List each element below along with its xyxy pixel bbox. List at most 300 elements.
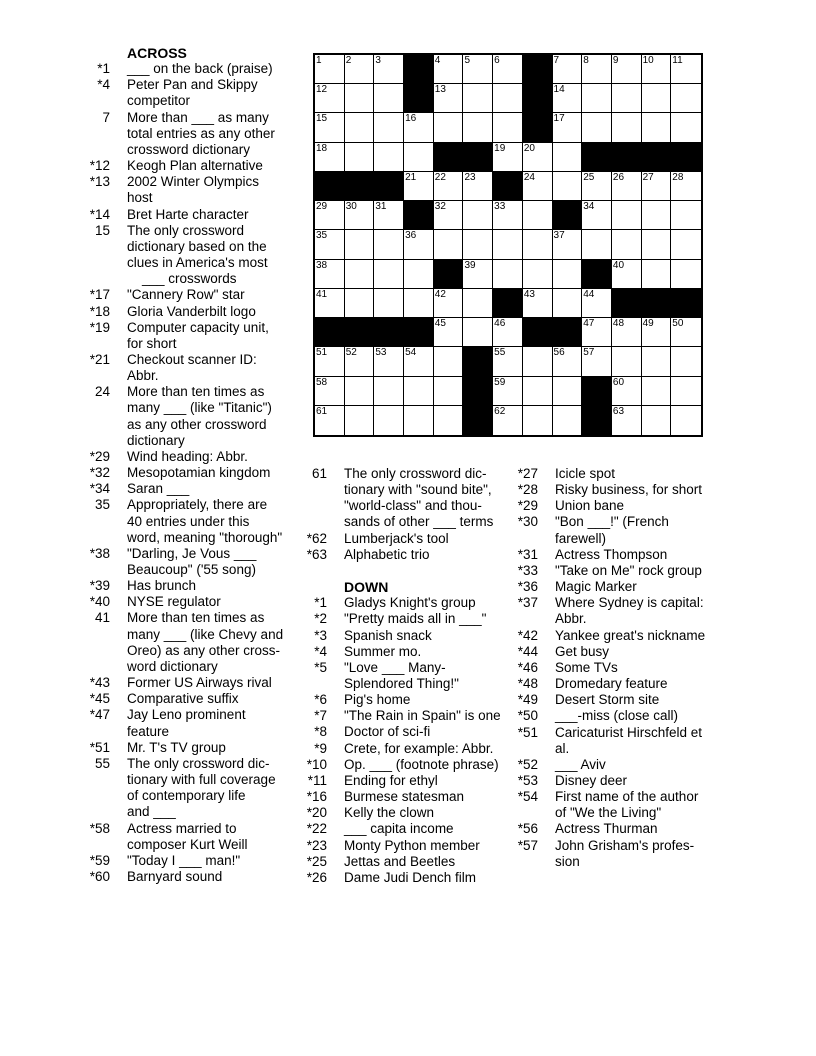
clue-number: *22: [306, 821, 327, 837]
clue-item: [508, 563, 752, 579]
clue-text: Disney deer: [555, 772, 628, 788]
grid-cell-number: 31: [375, 201, 387, 213]
clue-item: [72, 287, 310, 303]
clue-text: More than ___ as many total entries as any other crossword dictionary: [127, 109, 275, 157]
clue-item: [297, 854, 525, 870]
clue-text: Computer capacity unit, for short: [127, 319, 269, 351]
clue-number: *45: [89, 691, 110, 707]
grid-cell-number: 25: [583, 171, 595, 183]
grid-cell-number: 19: [494, 142, 506, 154]
grid-cell: [582, 55, 612, 84]
grid-cell-number: 51: [316, 347, 328, 359]
clue-text: Union bane: [555, 498, 625, 514]
clue-item: [72, 691, 310, 707]
across-clues-list: [72, 61, 310, 885]
grid-cell: [463, 318, 493, 347]
grid-cell-number: 1: [316, 55, 322, 66]
clue-text: "Love ___ Many- Splendored Thing!": [344, 659, 459, 692]
grid-cell-black: [523, 84, 553, 113]
grid-cell-black: [582, 260, 612, 289]
grid-cell: [553, 289, 583, 318]
grid-cell-number: 45: [434, 318, 446, 330]
grid-cell: [463, 201, 493, 230]
clue-item: [72, 675, 310, 691]
grid-cell-number: 15: [316, 113, 328, 125]
grid-cell: [493, 318, 523, 347]
grid-cell-number: 52: [345, 347, 357, 359]
grid-cell: [345, 406, 375, 435]
grid-cell: [553, 260, 583, 289]
grid-cell-number: 16: [405, 113, 417, 125]
clue-number: *39: [89, 578, 110, 594]
grid-cell-black: [553, 201, 583, 230]
clue-text: Actress Thurman: [555, 821, 658, 837]
clue-number: *60: [89, 868, 110, 884]
clue-item: [508, 628, 752, 644]
clue-text: Keogh Plan alternative: [127, 158, 263, 174]
grid-cell-number: 4: [434, 55, 441, 66]
clue-number: *46: [517, 659, 538, 675]
grid-cell-number: 26: [612, 171, 625, 183]
grid-cell: [642, 260, 672, 289]
clue-number: *52: [517, 756, 538, 772]
grid-cell-number: 41: [316, 288, 328, 300]
grid-cell-number: 50: [672, 318, 684, 330]
grid-cell: [553, 406, 583, 435]
clue-number: *28: [517, 482, 538, 498]
grid-cell: [404, 172, 434, 201]
clue-text: Peter Pan and Skippy competitor: [127, 77, 258, 109]
grid-cell: [523, 347, 553, 376]
clue-text: Former US Airways rival: [127, 675, 272, 691]
grid-cell: [582, 289, 612, 318]
grid-cell-black: [463, 377, 493, 406]
clue-text: Kelly the clown: [344, 805, 435, 821]
grid-cell-number: 22: [434, 171, 446, 183]
grid-cell: [404, 289, 434, 318]
grid-cell: [345, 260, 375, 289]
grid-cell-number: 46: [494, 318, 506, 330]
clue-item: [72, 223, 310, 288]
grid-cell: [463, 289, 493, 318]
clue-number: 35: [94, 497, 110, 513]
clue-number: *31: [517, 546, 538, 562]
grid-cell: [374, 230, 404, 259]
grid-cell: [553, 377, 583, 406]
grid-cell: [671, 84, 701, 113]
grid-cell-number: 17: [553, 113, 565, 125]
clue-text: Wind heading: Abbr.: [127, 448, 248, 464]
grid-cell-number: 10: [642, 55, 654, 66]
clue-item: [297, 724, 525, 740]
clue-text: Jay Leno prominent feature: [127, 707, 246, 739]
clue-item: [297, 805, 525, 821]
grid-cell: [404, 230, 434, 259]
grid-cell-number: 8: [583, 55, 589, 66]
clue-item: [72, 594, 310, 610]
grid-cell: [315, 406, 345, 435]
clue-item: [72, 449, 310, 465]
grid-cell: [612, 55, 642, 84]
grid-cell: [345, 230, 375, 259]
grid-cell: [374, 55, 404, 84]
grid-cell-number: 35: [316, 230, 328, 242]
clue-number: *2: [314, 611, 327, 627]
grid-cell: [434, 318, 464, 347]
grid-cell: [315, 260, 345, 289]
grid-cell-number: 59: [494, 376, 506, 388]
clue-text: "The Rain in Spain" is one: [344, 708, 501, 724]
grid-cell: [374, 143, 404, 172]
clue-item: [508, 660, 752, 676]
grid-cell: [612, 230, 642, 259]
grid-cell-number: 60: [612, 376, 625, 388]
grid-cell: [582, 318, 612, 347]
grid-cell-black: [612, 289, 642, 318]
clue-text: Burmese statesman: [344, 789, 465, 805]
grid-cell: [612, 113, 642, 142]
clue-text: Mesopotamian kingdom: [127, 465, 271, 481]
crossword-grid: [313, 53, 703, 437]
clue-item: [72, 546, 310, 578]
clue-item: [297, 789, 525, 805]
clue-text: Dromedary feature: [555, 676, 668, 692]
clue-item: [297, 595, 525, 611]
grid-cell: [493, 260, 523, 289]
clue-item: [72, 756, 310, 821]
grid-cell-black: [374, 172, 404, 201]
grid-cell: [374, 260, 404, 289]
clue-item: [508, 725, 752, 757]
grid-cell: [523, 172, 553, 201]
grid-cell-black: [671, 289, 701, 318]
clue-text: Caricaturist Hirschfeld et al.: [555, 724, 703, 756]
grid-cell: [434, 347, 464, 376]
grid-cell: [553, 55, 583, 84]
grid-cell: [671, 377, 701, 406]
grid-cell-number: 34: [583, 201, 595, 213]
clue-text: Saran ___: [127, 481, 190, 497]
clue-item: [72, 465, 310, 481]
grid-cell: [582, 347, 612, 376]
clue-text: Jettas and Beetles: [344, 853, 456, 869]
grid-cell: [315, 201, 345, 230]
clue-number: *1: [314, 595, 327, 611]
grid-cell-black: [582, 377, 612, 406]
grid-cell-number: 24: [523, 171, 535, 183]
grid-cell-black: [404, 201, 434, 230]
clue-item: [297, 611, 525, 627]
clue-number: *18: [89, 303, 110, 319]
clue-item: [72, 707, 310, 739]
grid-cell: [315, 113, 345, 142]
grid-cell: [463, 230, 493, 259]
grid-cell: [523, 377, 553, 406]
clue-text: ___ on the back (praise): [127, 61, 273, 77]
grid-cell: [434, 406, 464, 435]
grid-cell: [315, 84, 345, 113]
clue-number: *25: [306, 853, 327, 869]
grid-cell-number: 49: [642, 318, 654, 330]
grid-cell: [463, 172, 493, 201]
grid-cell-number: 21: [405, 171, 417, 183]
clue-number: *13: [89, 174, 110, 190]
clue-text: Desert Storm site: [555, 692, 660, 708]
clue-text: Doctor of sci-fi: [344, 724, 431, 740]
clue-item: [72, 821, 310, 853]
grid-cell: [642, 201, 672, 230]
clue-number: *37: [517, 595, 538, 611]
grid-cell: [671, 406, 701, 435]
clue-text: John Grisham's profes- sion: [555, 837, 695, 869]
grid-cell: [434, 84, 464, 113]
grid-cell-number: 20: [523, 142, 535, 154]
grid-cell-black: [493, 289, 523, 318]
clue-number: *4: [97, 77, 110, 93]
grid-cell: [553, 113, 583, 142]
clue-text: Risky business, for short: [555, 482, 703, 498]
clue-number: *47: [89, 707, 110, 723]
down-header: DOWN: [344, 579, 389, 596]
grid-cell: [553, 230, 583, 259]
down-clues-list: [297, 595, 525, 886]
clue-text: Gloria Vanderbilt logo: [127, 303, 256, 319]
grid-cell-number: 14: [553, 84, 565, 96]
grid-cell: [404, 406, 434, 435]
grid-cell: [553, 143, 583, 172]
clue-number: *57: [517, 837, 538, 853]
grid-cell: [434, 289, 464, 318]
grid-cell: [315, 347, 345, 376]
grid-cell-number: 61: [316, 405, 328, 417]
clue-item: [508, 708, 752, 724]
clue-number: *12: [89, 158, 110, 174]
grid-cell: [493, 113, 523, 142]
grid-cell: [612, 172, 642, 201]
clue-text: More than ten times as many ___ (like "Titanic") as any other crossword dictionary: [127, 384, 272, 448]
grid-cell-black: [404, 84, 434, 113]
grid-cell: [493, 347, 523, 376]
grid-cell: [523, 230, 553, 259]
clue-item: [72, 174, 310, 206]
clue-item: [508, 482, 752, 498]
grid-cell-black: [315, 318, 345, 347]
clue-text: Bret Harte character: [127, 206, 249, 222]
grid-cell: [612, 406, 642, 435]
grid-cell-number: 11: [672, 55, 683, 66]
grid-cell-black: [374, 318, 404, 347]
grid-cell: [463, 113, 493, 142]
grid-cell: [582, 172, 612, 201]
clue-item: [508, 692, 752, 708]
across-header: ACROSS: [127, 45, 187, 61]
grid-cell: [642, 406, 672, 435]
grid-cell-number: 28: [672, 171, 684, 183]
grid-cell-black: [345, 318, 375, 347]
grid-cell-number: 30: [345, 201, 357, 213]
clue-item: [297, 692, 525, 708]
clue-number: *17: [89, 287, 110, 303]
clue-item: [297, 547, 525, 563]
grid-cell: [612, 377, 642, 406]
clue-number: *33: [517, 562, 538, 578]
grid-cell-number: 23: [464, 171, 476, 183]
clue-item: [72, 578, 310, 594]
clue-text: "Darling, Je Vous ___ Beaucoup" ('55 song): [127, 545, 257, 577]
clue-number: *29: [517, 498, 538, 514]
grid-cell-number: 42: [434, 288, 446, 300]
grid-cell: [493, 143, 523, 172]
grid-cell-black: [671, 143, 701, 172]
grid-cell: [612, 347, 642, 376]
grid-cell: [642, 84, 672, 113]
grid-cell: [434, 201, 464, 230]
clue-text: ___ capita income: [344, 821, 454, 837]
grid-cell: [612, 318, 642, 347]
grid-cell: [345, 347, 375, 376]
clue-number: *9: [314, 740, 327, 756]
clue-text: NYSE regulator: [127, 594, 221, 610]
grid-cell: [345, 377, 375, 406]
clue-item: [508, 644, 752, 660]
grid-cell: [582, 201, 612, 230]
clue-text: Ending for ethyl: [344, 772, 438, 788]
clue-number: *50: [517, 708, 538, 724]
middle-clues-column: [297, 466, 525, 886]
clue-number: 61: [311, 466, 327, 481]
clue-number: 7: [102, 109, 110, 125]
grid-cell: [315, 230, 345, 259]
clue-number: *58: [89, 820, 110, 836]
clue-number: *43: [89, 675, 110, 691]
grid-cell: [345, 84, 375, 113]
grid-cell: [434, 55, 464, 84]
grid-cell-black: [463, 143, 493, 172]
grid-cell-number: 57: [583, 347, 595, 359]
clue-number: *6: [314, 692, 327, 708]
grid-cell: [642, 377, 672, 406]
grid-cell: [374, 201, 404, 230]
clue-item: [297, 531, 525, 547]
clue-text: Yankee great's nickname: [555, 627, 706, 643]
clue-item: [72, 497, 310, 545]
grid-cell: [553, 172, 583, 201]
clue-text: The only crossword dictionary based on the clues in America's most ___ crosswords: [127, 222, 268, 287]
grid-cell: [404, 113, 434, 142]
grid-cell: [493, 201, 523, 230]
clue-item: [297, 660, 525, 692]
grid-cell-number: 48: [612, 318, 625, 330]
clue-number: *38: [89, 545, 110, 561]
grid-cell-black: [345, 172, 375, 201]
grid-cell: [404, 377, 434, 406]
grid-cell: [315, 377, 345, 406]
grid-cell-number: 32: [434, 201, 446, 213]
grid-cell: [345, 55, 375, 84]
clue-number: *30: [517, 514, 538, 530]
grid-cell-number: 56: [553, 347, 565, 359]
grid-cell: [671, 55, 701, 84]
clue-item: [508, 838, 752, 870]
clue-text: The only crossword dic- tionary with "sound bite", "world-class" and thou- sands of other ___ terms: [344, 466, 494, 530]
grid-cell: [642, 230, 672, 259]
clue-text: Gladys Knight's group: [344, 595, 476, 611]
grid-cell: [345, 143, 375, 172]
clue-number: *20: [306, 805, 327, 821]
clue-item: [72, 110, 310, 158]
clue-text: "Take on Me" rock group: [555, 562, 702, 578]
clue-text: Op. ___ (footnote phrase): [344, 756, 499, 772]
clue-number: 55: [94, 755, 110, 771]
grid-cell-number: 29: [316, 201, 328, 213]
clue-item: [72, 352, 310, 384]
grid-cell: [493, 84, 523, 113]
clue-number: *11: [307, 772, 327, 788]
clue-number: 41: [94, 610, 110, 626]
clue-text: Monty Python member: [344, 837, 480, 853]
grid-cell: [374, 347, 404, 376]
grid-cell: [553, 347, 583, 376]
across-continued-clues-list: [297, 466, 525, 563]
grid-cell: [404, 347, 434, 376]
clue-item: [72, 384, 310, 449]
clue-item: [508, 773, 752, 789]
clue-text: Lumberjack's tool: [344, 530, 449, 546]
clue-item: [72, 869, 310, 885]
grid-cell: [463, 84, 493, 113]
grid-cell: [374, 289, 404, 318]
grid-cell-black: [523, 113, 553, 142]
clue-text: Spanish snack: [344, 627, 432, 643]
grid-cell: [315, 143, 345, 172]
clue-item: [72, 610, 310, 675]
clue-item: [508, 821, 752, 837]
grid-cell: [671, 113, 701, 142]
grid-cell-number: 43: [523, 288, 535, 300]
grid-cell-black: [642, 143, 672, 172]
clue-text: More than ten times as many ___ (like Chevy and Oreo) as any other cross- word dictionary: [127, 610, 284, 674]
grid-cell: [434, 113, 464, 142]
clue-text: Dame Judi Dench film: [344, 869, 477, 885]
grid-cell: [642, 113, 672, 142]
clue-number: *29: [89, 448, 110, 464]
grid-cell-black: [553, 318, 583, 347]
grid-cell-black: [463, 406, 493, 435]
clue-number: *10: [306, 756, 327, 772]
clue-text: First name of the author of "We the Living": [555, 789, 699, 821]
clue-item: [297, 708, 525, 724]
grid-cell-number: 9: [612, 55, 619, 66]
grid-cell-black: [642, 289, 672, 318]
clue-text: "Pretty maids all in ___": [344, 611, 487, 627]
clue-item: [508, 498, 752, 514]
grid-cell: [374, 113, 404, 142]
clue-text: Alphabetic trio: [344, 546, 430, 562]
across-clues-column: [72, 45, 310, 885]
grid-cell-number: 63: [612, 405, 625, 417]
grid-cell: [671, 230, 701, 259]
grid-cell: [345, 289, 375, 318]
grid-cell: [582, 113, 612, 142]
grid-cell-number: 58: [316, 376, 328, 388]
grid-cell: [463, 55, 493, 84]
clue-number: *23: [306, 837, 327, 853]
grid-cell-number: 3: [375, 55, 381, 66]
grid-cell: [671, 172, 701, 201]
clue-text: The only crossword dic- tionary with full coverage of contemporary life and ___: [127, 755, 276, 820]
grid-cell: [642, 347, 672, 376]
grid-cell: [582, 230, 612, 259]
